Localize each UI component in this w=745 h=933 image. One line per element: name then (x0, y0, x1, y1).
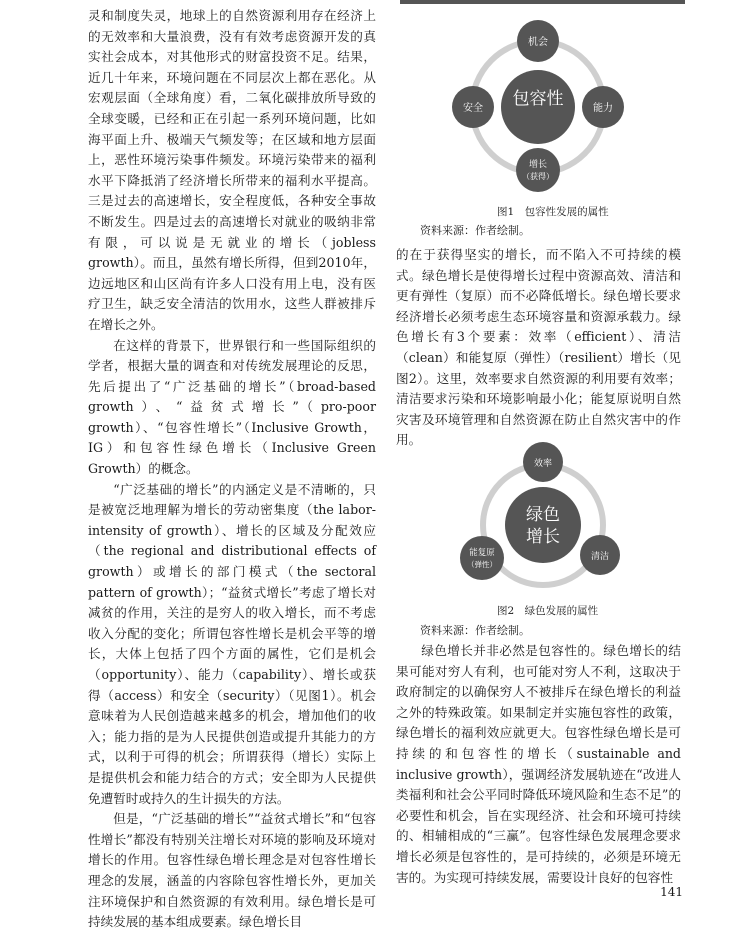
figure-2-node-left-label-2: （弹性） (467, 560, 497, 569)
figure-2-node-top-label: 效率 (533, 459, 553, 469)
figure-2-center-node (505, 487, 581, 563)
figure-1-node-top-label: 机会 (528, 37, 548, 48)
paragraph: 的在于获得坚实的增长，而不陷入不可持续的模式。绿色增长是使得增长过程中资源高效、清洁和更有弹性（复原）而不必降低增长。绿色增长要求经济增长必须考虑生态环境容量和资源承载力。绿色增长有3个要素：效率（efficient）、清洁（clean）和能复原（弹性）（resilient）增长（见图2）。这里，效率要求自然资源的利用要有效率；清洁要求污染和环境影响最小化；能复原说明自然灾害及环境管理和自然资源在防止自然灾害中的作用。 (396, 247, 681, 448)
paragraph: 灵和制度失灵，地球上的自然资源利用存在经济上的无效率和大量浪费，没有有效考虑资源开发的真实社会成本，对其他形式的财富投资不足。结果，近几十年来，环境问题在不同层次上都在恶化。从宏观层面（全球角度）看，二氧化碳排放所导致的全球变暖，已经和正在引起一系列环境问题，比如海平面上升、极端天气频发等；在区域和地方层面上，恶性环境污染事件频发。环境污染带来的福利水平下降抵消了经济增长所带来的福利水平提高。三是过去的高速增长，安全程度低，各种安全事故不断发生。四是过去的高速增长对就业的吸纳非常有限，可以说是无就业的增长（jobless growth）。而且，虽然有增长所得，但到2010年，边远地区和山区尚有许多人口没有用上电，没有医疗卫生，缺乏安全清洁的饮用水，这些人群被排斥在增长之外。 (88, 8, 376, 332)
figure-1-node-bottom (516, 148, 560, 192)
figure-2-green-growth-diagram (460, 440, 630, 600)
paragraph: “广泛基础的增长”的内涵定义是不清晰的，只是被宽泛地理解为增长的劳动密集度（the labor-intensity of growth）、增长的区域及分配效应（the regional and distributional effects of growth）或增长的部门模式（the sectoral pattern of growth）；“益贫式增长”考虑了增长对减贫的作用，关注的是穷人的收入增长，而不考虑收入分配的变化；所谓包容性增长是机会平等的增长，大体上包括了四个方面的属性，它们是机会（opportunity）、能力（capability）、增长或获得（access）和安全（security）（见图1）。机会意味着为人民创造越来越多的机会，增加他们的收入；能力指的是为人民提供创造或提升其能力的方式，以利于可得的机会；所谓获得（增长）实际上是提供机会和能力结合的方式；安全即为人民提供免遭暂时或持久的生计损失的方法。 (88, 481, 376, 806)
paragraph: 绿色增长并非必然是包容性的。绿色增长的结果可能对穷人有利，也可能对穷人不利，这取决于政府制定的以确保穷人不被排斥在绿色增长的利益之外的特殊政策。如果制定并实施包容性的政策，绿色增长的福利效应就更大。包容性绿色增长是可持续的和包容性的增长（sustainable and inclusive growth），强调经济发展轨迹在“改进人类福利和社会公平同时降低环境风险和生态不足”的必要性和机会，旨在实现经济、社会和环境可持续的、相辅相成的“三赢”。包容性绿色发展理念要求增长必须是包容性的，是可持续的，必须是环境无害的。为实现可持续发展，需要设计良好的包容性 (396, 643, 681, 885)
figure-1-node-right-label: 能力 (593, 103, 613, 114)
figure-2-node-left (460, 536, 504, 580)
figure-2-caption: 图2 绿色发展的属性 (497, 605, 599, 617)
figure-1-node-bottom-label-2: （获得） (522, 172, 554, 181)
header-rule (400, 0, 685, 4)
paragraph: 在这样的背景下，世界银行和一些国际组织的学者，根据大量的调查和对传统发展理论的反思，先后提出了“广泛基础的增长”（broad-based growth）、“益贫式增长”（pro-poor growth）、“包容性增长”（Inclusive Growth，IG）和包容性绿色增长（Inclusive Green Growth）的概念。 (88, 337, 376, 477)
figure-1-center-label: 包容性 (512, 89, 564, 109)
right-column-bottom (396, 641, 681, 888)
figure-2-source: 资料来源：作者绘制。 (420, 624, 530, 637)
paragraph: 但是，“广泛基础的增长”“益贫式增长”和“包容性增长”都没有特别关注增长对环境的影响及环境对增长的作用。包容性绿色增长理念是对包容性增长理念的发展，涵盖的内容除包容性增长外，更加关注环境保护和自然资源的有效利用。绿色增长是可持续发展的基本组成要素。绿色增长目 (88, 811, 376, 930)
page-number: 141 (660, 885, 683, 899)
figure-2-center-label-2: 增长 (526, 527, 560, 547)
figure-2-center-label-1: 绿色 (526, 505, 560, 525)
figure-1-caption: 图1 包容性发展的属性 (497, 206, 609, 218)
left-column (88, 6, 376, 933)
figure-2-node-left-label-1: 能复原 (469, 548, 495, 558)
figure-2-node-right-label: 清洁 (590, 552, 610, 562)
figure-1-source: 资料来源：作者绘制。 (420, 224, 530, 237)
figure-1-node-left-label: 安全 (463, 103, 483, 114)
figure-1-node-bottom-label-1: 增长 (528, 160, 548, 170)
figure-1-inclusive-growth-diagram (448, 10, 628, 195)
right-column-middle (396, 245, 681, 451)
